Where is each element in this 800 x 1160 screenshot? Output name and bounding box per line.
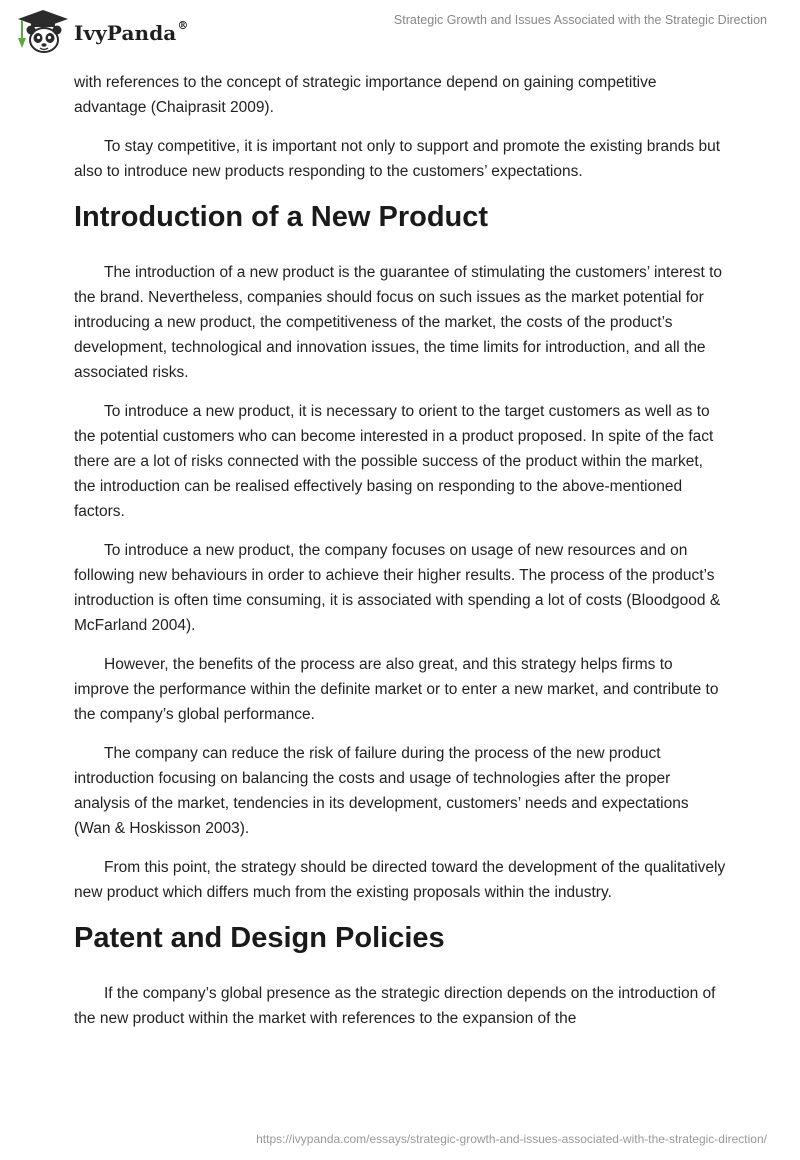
- brand-name: IvyPanda®: [74, 19, 189, 45]
- section-heading: Patent and Design Policies: [74, 922, 445, 954]
- panda-graduate-icon: [14, 8, 72, 56]
- paragraph: To introduce a new product, the company focuses on usage of new resources and on following new behaviours in order to achieve their higher results. The process of the product’s introduction is often time consuming, it is associated with spending a lot of costs (Bloodgood & McFarland 2004).: [74, 542, 721, 634]
- paragraph: The company can reduce the risk of failure during the process of the new product introduction focusing on balancing the costs and usage of technologies after the proper analysis of the market, tendencies in its development, customers’ needs and expectations (Wan & Hoskisson 2003).: [74, 745, 689, 837]
- paragraph: From this point, the strategy should be directed toward the development of the qualitatively new product which differs much from the existing proposals within the industry.: [74, 859, 726, 901]
- registered-mark: ®: [177, 19, 189, 32]
- paragraph: The introduction of a new product is the guarantee of stimulating the customers’ interest to the brand. Nevertheless, companies should focus on such issues as the market potential for introducing a new product, the competitiveness of the market, the costs of the product’s development, technological and innovation issues, the time limits for introduction, and all the associated risks.: [74, 264, 723, 381]
- paragraph: To introduce a new product, it is necessary to orient to the target customers as well as to the potential customers who can become interested in a product proposed. In spite of the fact there are a lot of risks connected with the possible success of the product within the market, the introduction can be realised effectively basing on responding to the above-mentioned factors.: [74, 403, 714, 520]
- source-url[interactable]: https://ivypanda.com/essays/strategic-growth-and-issues-associated-with-the-strategic-direction/: [256, 1132, 767, 1146]
- essay-body: [74, 70, 726, 1045]
- paragraph: with references to the concept of strategic importance depend on gaining competitive advantage (Chaiprasit 2009).: [74, 74, 657, 116]
- document-title: Strategic Growth and Issues Associated with the Strategic Direction: [393, 13, 767, 27]
- brand-logo[interactable]: [14, 8, 188, 56]
- paragraph: However, the benefits of the process are also great, and this strategy helps firms to improve the performance within the definite market or to enter a new market, and contribute to the company’s global performance.: [74, 656, 719, 723]
- page-header: [0, 0, 800, 66]
- paragraph: If the company’s global presence as the strategic direction depends on the introduction of the new product within the market with references to the expansion of the: [74, 985, 716, 1027]
- paragraph: To stay competitive, it is important not only to support and promote the existing brands but also to introduce new products responding to the customers’ expectations.: [74, 138, 721, 180]
- section-heading: Introduction of a New Product: [74, 201, 489, 233]
